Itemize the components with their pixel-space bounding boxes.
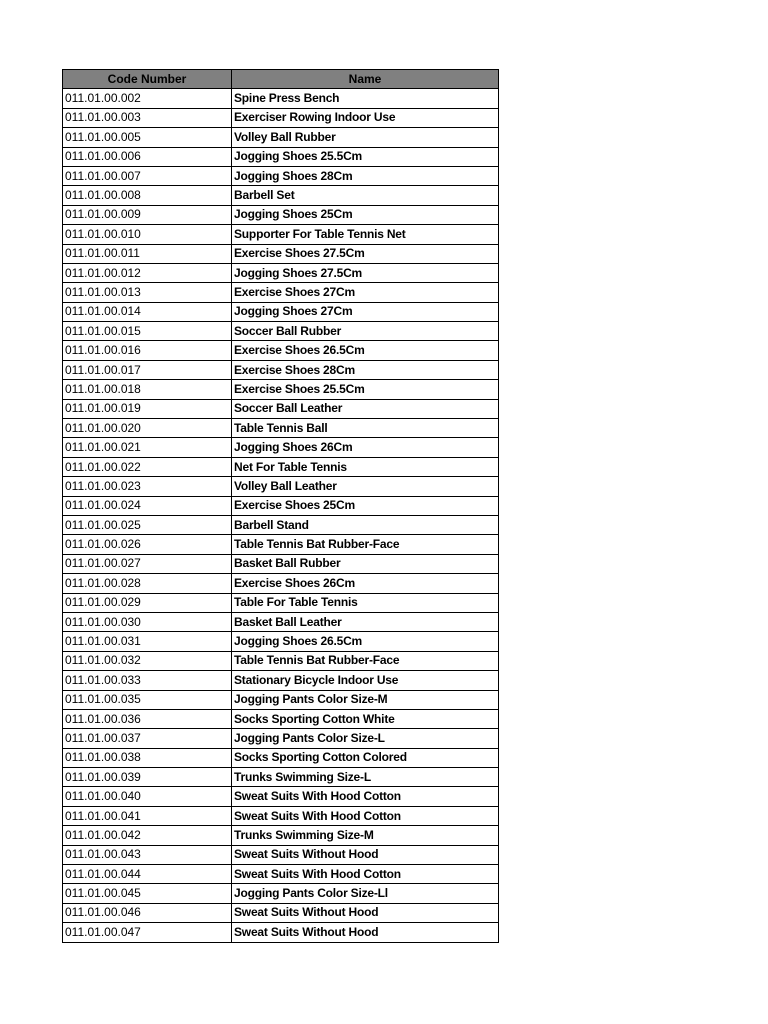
table-row [63, 903, 499, 922]
table-body [63, 89, 499, 942]
table-row [63, 419, 499, 438]
table-row [63, 399, 499, 418]
code-number-cell: 011.01.00.015 [63, 322, 232, 341]
item-name-cell: Stationary Bicycle Indoor Use [232, 671, 499, 690]
item-name-cell: Table Tennis Ball [232, 419, 499, 438]
item-name-cell: Soccer Ball Leather [232, 399, 499, 418]
code-number-cell: 011.01.00.042 [63, 826, 232, 845]
column-header-code-number: Code Number [63, 70, 232, 89]
code-number-cell: 011.01.00.025 [63, 515, 232, 534]
item-name-cell: Sweat Suits With Hood Cotton [232, 787, 499, 806]
item-name-cell: Sweat Suits With Hood Cotton [232, 865, 499, 884]
item-name-cell: Table For Table Tennis [232, 593, 499, 612]
table-row [63, 263, 499, 282]
table-row [63, 574, 499, 593]
code-number-cell: 011.01.00.040 [63, 787, 232, 806]
code-number-cell: 011.01.00.047 [63, 923, 232, 942]
item-name-cell: Supporter For Table Tennis Net [232, 225, 499, 244]
item-name-cell: Jogging Shoes 25Cm [232, 205, 499, 224]
table-row [63, 225, 499, 244]
table-row [63, 128, 499, 147]
table-row [63, 438, 499, 457]
item-name-cell: Soccer Ball Rubber [232, 322, 499, 341]
table-row [63, 806, 499, 825]
product-code-table [62, 69, 499, 943]
code-number-cell: 011.01.00.014 [63, 302, 232, 321]
column-header-name: Name [232, 70, 499, 89]
table-row [63, 748, 499, 767]
item-name-cell: Exercise Shoes 27.5Cm [232, 244, 499, 263]
item-name-cell: Exerciser Rowing Indoor Use [232, 108, 499, 127]
item-name-cell: Volley Ball Leather [232, 477, 499, 496]
item-name-cell: Trunks Swimming Size-M [232, 826, 499, 845]
code-number-cell: 011.01.00.013 [63, 283, 232, 302]
table-row [63, 89, 499, 108]
table-row [63, 496, 499, 515]
item-name-cell: Jogging Pants Color Size-M [232, 690, 499, 709]
item-name-cell: Sweat Suits Without Hood [232, 903, 499, 922]
code-number-cell: 011.01.00.024 [63, 496, 232, 515]
code-number-cell: 011.01.00.033 [63, 671, 232, 690]
code-number-cell: 011.01.00.032 [63, 651, 232, 670]
code-number-cell: 011.01.00.035 [63, 690, 232, 709]
code-number-cell: 011.01.00.006 [63, 147, 232, 166]
table-row [63, 729, 499, 748]
item-name-cell: Basket Ball Rubber [232, 554, 499, 573]
item-name-cell: Table Tennis Bat Rubber-Face [232, 535, 499, 554]
item-name-cell: Jogging Shoes 27Cm [232, 302, 499, 321]
item-name-cell: Spine Press Bench [232, 89, 499, 108]
code-number-cell: 011.01.00.022 [63, 457, 232, 476]
code-number-cell: 011.01.00.003 [63, 108, 232, 127]
item-name-cell: Socks Sporting Cotton White [232, 709, 499, 728]
item-name-cell: Jogging Pants Color Size-Ll [232, 884, 499, 903]
code-number-cell: 011.01.00.031 [63, 632, 232, 651]
item-name-cell: Exercise Shoes 26Cm [232, 574, 499, 593]
table-row [63, 923, 499, 942]
code-number-cell: 011.01.00.026 [63, 535, 232, 554]
table-row [63, 244, 499, 263]
table-row [63, 535, 499, 554]
code-number-cell: 011.01.00.011 [63, 244, 232, 263]
item-name-cell: Jogging Shoes 27.5Cm [232, 263, 499, 282]
table-row [63, 845, 499, 864]
code-number-cell: 011.01.00.021 [63, 438, 232, 457]
code-number-cell: 011.01.00.029 [63, 593, 232, 612]
code-number-cell: 011.01.00.027 [63, 554, 232, 573]
table-row [63, 108, 499, 127]
table-header-row [63, 70, 499, 89]
code-number-cell: 011.01.00.036 [63, 709, 232, 728]
table-row [63, 787, 499, 806]
table-row [63, 865, 499, 884]
code-number-cell: 011.01.00.039 [63, 768, 232, 787]
item-name-cell: Exercise Shoes 28Cm [232, 360, 499, 379]
table-row [63, 690, 499, 709]
item-name-cell: Volley Ball Rubber [232, 128, 499, 147]
code-number-cell: 011.01.00.043 [63, 845, 232, 864]
item-name-cell: Jogging Shoes 28Cm [232, 166, 499, 185]
table-row [63, 826, 499, 845]
item-name-cell: Sweat Suits With Hood Cotton [232, 806, 499, 825]
code-number-cell: 011.01.00.019 [63, 399, 232, 418]
item-name-cell: Socks Sporting Cotton Colored [232, 748, 499, 767]
table-row [63, 166, 499, 185]
table-row [63, 186, 499, 205]
table-row [63, 671, 499, 690]
code-number-cell: 011.01.00.005 [63, 128, 232, 147]
table-row [63, 554, 499, 573]
table-row [63, 884, 499, 903]
table-row [63, 147, 499, 166]
code-number-cell: 011.01.00.041 [63, 806, 232, 825]
table-row [63, 360, 499, 379]
code-number-cell: 011.01.00.037 [63, 729, 232, 748]
item-name-cell: Trunks Swimming Size-L [232, 768, 499, 787]
code-number-cell: 011.01.00.030 [63, 612, 232, 631]
table-row [63, 457, 499, 476]
table-row [63, 593, 499, 612]
code-number-cell: 011.01.00.012 [63, 263, 232, 282]
code-number-cell: 011.01.00.028 [63, 574, 232, 593]
table-row [63, 651, 499, 670]
item-name-cell: Table Tennis Bat Rubber-Face [232, 651, 499, 670]
table-row [63, 380, 499, 399]
item-name-cell: Sweat Suits Without Hood [232, 845, 499, 864]
item-name-cell: Exercise Shoes 26.5Cm [232, 341, 499, 360]
code-number-cell: 011.01.00.046 [63, 903, 232, 922]
table-row [63, 612, 499, 631]
code-number-cell: 011.01.00.020 [63, 419, 232, 438]
table-row [63, 322, 499, 341]
code-number-cell: 011.01.00.002 [63, 89, 232, 108]
item-name-cell: Exercise Shoes 25Cm [232, 496, 499, 515]
item-name-cell: Jogging Shoes 25.5Cm [232, 147, 499, 166]
code-number-cell: 011.01.00.045 [63, 884, 232, 903]
item-name-cell: Barbell Set [232, 186, 499, 205]
table-row [63, 768, 499, 787]
table-row [63, 283, 499, 302]
code-number-cell: 011.01.00.023 [63, 477, 232, 496]
item-name-cell: Basket Ball Leather [232, 612, 499, 631]
item-name-cell: Jogging Shoes 26Cm [232, 438, 499, 457]
item-name-cell: Exercise Shoes 27Cm [232, 283, 499, 302]
table-row [63, 632, 499, 651]
code-number-cell: 011.01.00.038 [63, 748, 232, 767]
table-row [63, 515, 499, 534]
code-number-cell: 011.01.00.017 [63, 360, 232, 379]
item-name-cell: Jogging Shoes 26.5Cm [232, 632, 499, 651]
item-name-cell: Barbell Stand [232, 515, 499, 534]
code-number-cell: 011.01.00.016 [63, 341, 232, 360]
table-row [63, 205, 499, 224]
table-row [63, 302, 499, 321]
code-number-cell: 011.01.00.018 [63, 380, 232, 399]
code-number-cell: 011.01.00.007 [63, 166, 232, 185]
code-number-cell: 011.01.00.008 [63, 186, 232, 205]
code-number-cell: 011.01.00.010 [63, 225, 232, 244]
table-row [63, 341, 499, 360]
item-name-cell: Net For Table Tennis [232, 457, 499, 476]
table-row [63, 477, 499, 496]
item-name-cell: Sweat Suits Without Hood [232, 923, 499, 942]
item-name-cell: Exercise Shoes 25.5Cm [232, 380, 499, 399]
code-number-cell: 011.01.00.044 [63, 865, 232, 884]
item-name-cell: Jogging Pants Color Size-L [232, 729, 499, 748]
code-number-cell: 011.01.00.009 [63, 205, 232, 224]
table-row [63, 709, 499, 728]
